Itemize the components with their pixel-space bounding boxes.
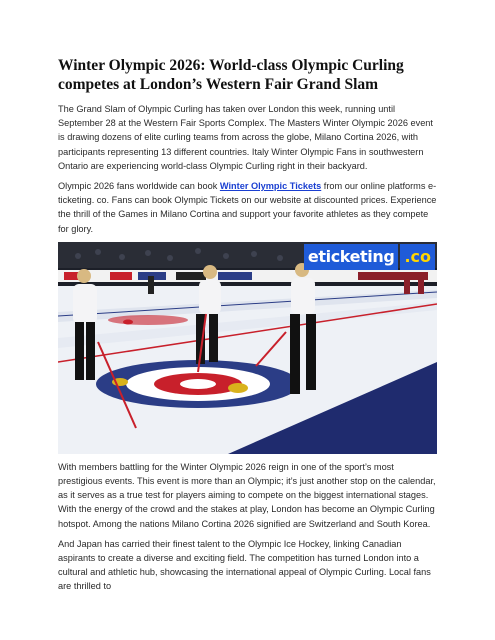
- paragraph-tickets: [58, 179, 438, 236]
- paragraph-intro: The Grand Slam of Olympic Curling has taken over London this week, running until September 28 at the Western Fair Sports Complex. The Masters Winter Olympic 2026 event is drawing dozens of elite curling teams from across the globe, Milano Cortina 2026, with participants representing 13 different countries. Italy Winter Olympic Fans in southwestern Ontario are experiencing world-class Olympic Curling right in their backyard.: [58, 104, 433, 171]
- watermark-brand: eticketing: [304, 244, 399, 270]
- curling-scene: [58, 242, 437, 454]
- eticketing-watermark: [304, 244, 435, 270]
- winter-olympic-tickets-link[interactable]: Winter Olympic Tickets: [219, 181, 322, 192]
- article: [58, 56, 438, 600]
- paragraph-tickets-lead: Olympic 2026 fans worldwide can book: [58, 181, 220, 192]
- watermark-tld: .co: [400, 244, 435, 270]
- article-title: Winter Olympic 2026: World-class Olympic Curling competes at London’s Western Fair Grand Slam: [58, 57, 404, 93]
- curling-photo: [58, 242, 437, 454]
- paragraph-tickets-rest: from our online platforms e-ticketing. co. Fans can book Olympic Tickets on our website at discounted prices. Experience the thrill of the Games in Milano Cortina and support your favorite athletes as they compete for glory.: [58, 181, 437, 234]
- paragraph-japan: And Japan has carried their finest talent to the Olympic Ice Hockey, linking Canadian aspirants to create a diverse and exciting field. The competition has turned London into a cultural and athletic hub, showcasing the international appeal of Olympic Curling. Local fans are thrilled to: [58, 538, 431, 592]
- paragraph-competition: With members battling for the Winter Olympic 2026 reign in one of the sport’s most prestigious events. This event is more than an Olympic; it’s just another stop on the calendar, as it serves as a true test for players aiming to compete on the biggest international stages. With the energy of the crowd and the stakes at play, London has become an Olympic Curling hotspot. Among the nations Milano Cortina 2026 signified are Switzerland and South Korea.: [58, 461, 436, 529]
